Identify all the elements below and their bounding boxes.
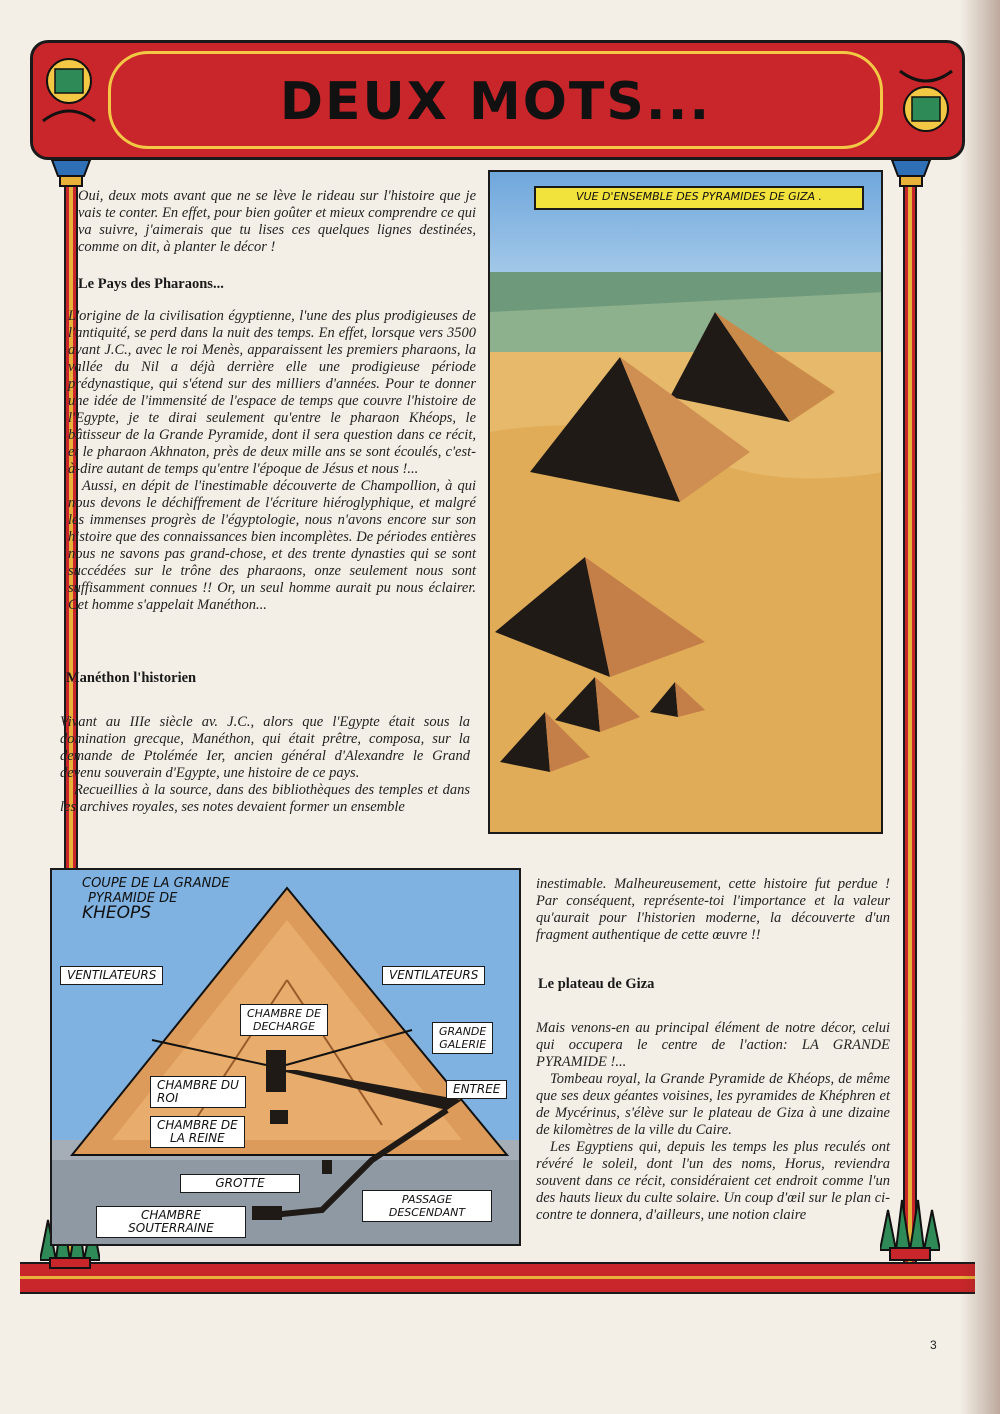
label-ventilateurs-right: VENTILATEURS	[382, 966, 485, 985]
page-edge-shadow	[960, 0, 1000, 1414]
label-ventilateurs-left: VENTILATEURS	[60, 966, 163, 985]
label-chambre-reine-line-1: CHAMBRE DE	[157, 1118, 238, 1132]
bottom-frame-band	[20, 1262, 975, 1294]
cartouche-icon-right	[894, 51, 958, 147]
manethon-continued	[536, 876, 890, 944]
label-souterraine-line-1: CHAMBRE	[140, 1208, 202, 1222]
label-grande-galerie	[432, 1022, 493, 1054]
label-chambre-decharge-line-2: DECHARGE	[253, 1020, 316, 1033]
cutaway-title-line-1: COUPE DE LA GRANDE	[82, 876, 230, 891]
cutaway-title	[82, 876, 230, 921]
manethon-paragraph-2: Recueillies à la source, dans des bibliothèques des temples et dans les archives royales, ses notes devaient former un ensemble	[60, 782, 470, 815]
cartouche-icon-left	[37, 51, 101, 147]
title-plate	[108, 51, 883, 149]
label-chambre-roi	[150, 1076, 246, 1108]
label-passage-descendant	[362, 1190, 492, 1222]
label-souterraine-line-2: SOUTERRAINE	[128, 1221, 214, 1235]
label-chambre-souterraine	[96, 1206, 246, 1238]
title-banner	[30, 40, 965, 160]
pays-paragraph-2: Aussi, en dépit de l'inestimable découverte de Champollion, à qui nous devons le déchiffrement de l'écriture hiéroglyphique, et malgré les immenses progrès de l'égyptologie, nous n'avons encore sur son histoire que des connaissances bien incomplètes. De périodes entières nous ne savons pas grand-chose, et des trente dynasties qui se sont succédées sur le trône des pharaons, onze seulement nous sont suffisamment connues !! Or, un seul homme aurait pu nous éclairer. Cet homme s'appelait Manéthon...	[68, 478, 476, 613]
label-chambre-decharge	[240, 1004, 328, 1036]
giza-paragraph-1: Mais venons-en au principal élément de notre décor, celui qui occupera le centre de l'action: LA GRANDE PYRAMIDE !...	[536, 1020, 890, 1070]
section-heading-pays: Le Pays des Pharaons...	[78, 276, 224, 292]
label-entree: ENTREE	[446, 1080, 507, 1099]
page-number: 3	[930, 1338, 937, 1352]
label-grotte: GROTTE	[180, 1174, 300, 1193]
section-heading-manethon: Manéthon l'historien	[66, 670, 197, 686]
section-manethon-text	[60, 714, 470, 816]
label-grande-galerie-line-1: GRANDE	[439, 1025, 487, 1038]
cutaway-title-line-3: KHEOPS	[82, 903, 152, 923]
label-passage-line-1: PASSAGE	[401, 1193, 453, 1206]
cutaway-title-line-2: PYRAMIDE DE	[88, 891, 178, 906]
label-grande-galerie-line-2: GALERIE	[439, 1038, 487, 1051]
manethon-continued-text: inestimable. Malheureusement, cette histoire fut perdue ! Par conséquent, représente-toi l'importance et la valeur qu'aurait pour l'historien moderne, la découverte d'un fragment authentique de cette œuvre !!	[536, 876, 890, 943]
label-chambre-roi-line-1: CHAMBRE DU	[157, 1078, 239, 1092]
pays-paragraph-1: L'origine de la civilisation égyptienne, l'une des plus prodigieuses de l'antiquité, se perd dans la nuit des temps. En effet, lorsque vers 3500 avant J.C., avec le roi Menès, apparaissent les premiers pharaons, la vallée du Nil a déjà derrière elle une prodigieuse période prédynastique, qui s'étend sur des milliers d'années. Pour te donner une idée de l'immensité de l'espace de temps que couvre l'histoire de l'Egypte, je te dirai seulement qu'entre le pharaon Khéops, le bâtisseur de la Grande Pyramide, dont il sera question dans ce récit, et le pharaon Akhnaton, près de deux mille ans se sont écoulés, c'est-à-dire autant de temps qu'entre l'époque de Jésus et nous !...	[68, 308, 476, 477]
label-chambre-decharge-line-1: CHAMBRE DE	[247, 1007, 322, 1020]
right-column-frame	[903, 170, 917, 1270]
section-heading-giza: Le plateau de Giza	[538, 976, 655, 992]
intro-text: Oui, deux mots avant que ne se lève le rideau sur l'histoire que je vais te conter. En effet, pour bien goûter et mieux comprendre ce qui va suivre, j'aimerais que tu lises ces quelques lignes destinées, comme on dit, à planter le décor !	[78, 188, 476, 255]
label-chambre-reine-line-2: LA REINE	[170, 1131, 225, 1145]
giza-paragraph-2: Tombeau royal, la Grande Pyramide de Khéops, de même que ses deux géantes voisines, les pyramides de Khéphren et de Mycérinus, s'élève sur le plateau de Giza à une dizaine de kilomètres de la ville du Caire.	[536, 1071, 890, 1138]
label-chambre-reine	[150, 1116, 245, 1148]
pyramids-caption: VUE D'ENSEMBLE DES PYRAMIDES DE GIZA .	[534, 186, 864, 210]
section-giza-text	[536, 1020, 890, 1224]
giza-pyramids-illustration	[488, 170, 883, 834]
label-passage-line-2: DESCENDANT	[388, 1206, 466, 1219]
giza-scene	[490, 172, 883, 834]
label-chambre-roi-line-2: ROI	[157, 1091, 179, 1105]
giza-paragraph-3: Les Egyptiens qui, depuis les temps les plus reculés ont révéré le soleil, dont l'un des noms, Horus, reviendra souvent dans ce récit, considéraient cet endroit comme l'un des hauts lieux du culte solaire. Un coup d'œil sur le plan ci-contre te donnera, d'ailleurs, une notion claire	[536, 1139, 890, 1223]
kheops-cutaway-diagram	[50, 868, 521, 1246]
manethon-paragraph-1: Vivant au IIIe siècle av. J.C., alors que l'Egypte était sous la domination grecque, Manéthon, qui était prêtre, composa, sur la demande de Ptolémée Ier, ancien général d'Alexandre le Grand devenu souverain d'Egypte, une histoire de ce pays.	[60, 714, 470, 781]
page-title: DEUX MOTS...	[279, 72, 712, 132]
intro-paragraph	[78, 188, 476, 256]
section-pays-text	[68, 308, 476, 614]
